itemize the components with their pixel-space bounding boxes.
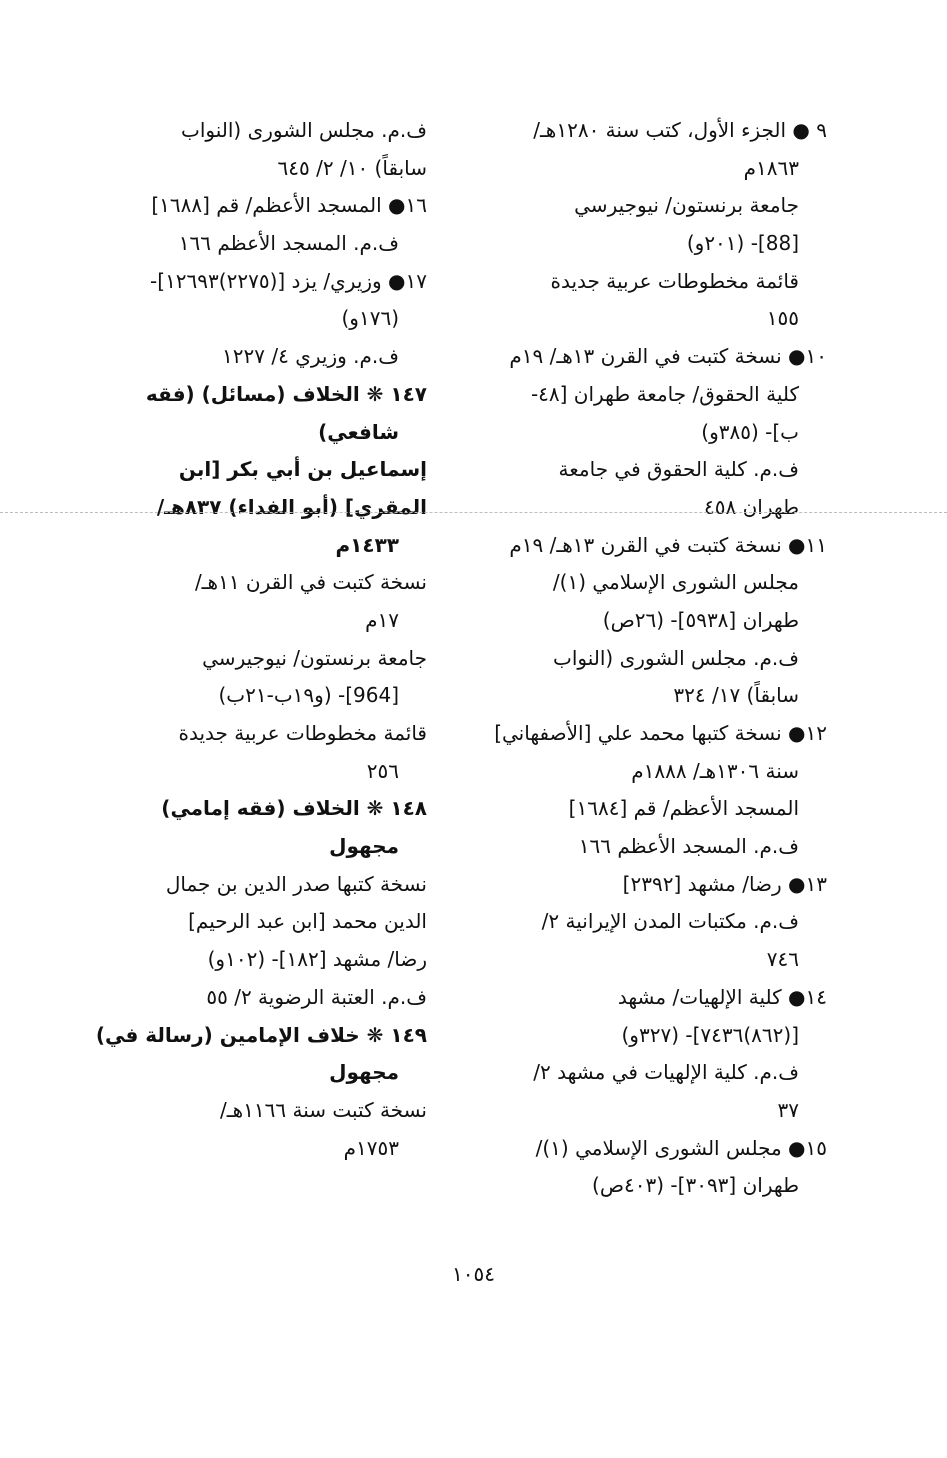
left-column-line: ١٤٣٣م xyxy=(335,532,399,557)
right-column-line: جامعة برنستون/ نيوجيرسي xyxy=(574,193,799,218)
left-column-line: ١٤٧ ❋ الخلاف (مسائل) (فقه xyxy=(145,381,427,406)
left-column-line: إسماعيل بن أبي بكر [ابن xyxy=(178,457,427,482)
left-column-line: ١٤٩ ❋ خلاف الإمامين (رسالة في) xyxy=(95,1022,427,1047)
right-column-line: ف.م. المسجد الأعظم ١٦٦ xyxy=(578,834,799,859)
left-column-line: الدين محمد [ابن عبد الرحيم] xyxy=(188,909,427,934)
left-column-line: ف.م. وزيري ٤/ ١٢٢٧ xyxy=(222,344,399,369)
right-column-line: طهران [٣٠٩٣]- (٤٠٣ص) xyxy=(592,1173,799,1198)
right-column-line: ب]- (٣٨٥و) xyxy=(701,419,799,444)
left-column-line: ف.م. مجلس الشورى (النواب xyxy=(181,118,427,142)
right-column-line: قائمة مخطوطات عربية جديدة xyxy=(550,268,799,293)
right-column-line: المسجد الأعظم/ قم [١٦٨٤] xyxy=(568,796,799,821)
left-column-line: مجهول xyxy=(329,834,399,859)
right-column xyxy=(494,112,827,1205)
left-column-line: ١٧٥٣م xyxy=(343,1135,399,1160)
right-column-line: طهران ٤٥٨ xyxy=(703,494,799,519)
right-column-line: ٣٧ xyxy=(777,1097,799,1122)
left-column-line: شافعي) xyxy=(318,419,399,444)
right-column-line: ١٣● رضا/ مشهد [٢٣٩٢] xyxy=(622,871,827,896)
left-column-line: رضا/ مشهد [١٨٢]- (١٠٢و) xyxy=(207,947,427,972)
left-column-line: ١٧● وزيري/ يزد [(٢٢٧٥)١٢٦٩٣]- xyxy=(150,268,427,293)
right-column-line: ١٥● مجلس الشورى الإسلامي (١)/ xyxy=(535,1135,827,1160)
right-column-line: ف.م. كلية الإلهيات في مشهد ٢/ xyxy=(533,1060,799,1085)
right-column-line: ١٤● كلية الإلهيات/ مشهد xyxy=(617,984,827,1009)
right-column-line: [(٨٦٢)٧٤٣٦]- (٣٢٧و) xyxy=(621,1022,799,1047)
right-column-line: ١٠● نسخة كتبت في القرن ١٣هـ/ ١٩م xyxy=(509,344,827,369)
left-column-line: ف.م. العتبة الرضوية ٢/ ٥٥ xyxy=(206,984,427,1009)
left-column-line: مجهول xyxy=(329,1060,399,1085)
right-column-line: ف.م. مجلس الشورى (النواب xyxy=(553,645,799,670)
left-column-line: (١٧٦و) xyxy=(341,306,399,331)
right-column-line: طهران [٥٩٣٨]- (٢٦ص) xyxy=(602,607,799,632)
right-column-line: ١٥٥ xyxy=(766,306,799,331)
left-column-line: نسخة كتبت في القرن ١١هـ/ xyxy=(194,570,427,595)
right-column-line: ٧٤٦ xyxy=(766,947,799,972)
left-column-line: قائمة مخطوطات عربية جديدة xyxy=(178,721,427,745)
scan-fold-line xyxy=(0,512,947,513)
left-column-line: جامعة برنستون/ نيوجيرسي xyxy=(202,645,427,670)
right-column-line: ١٢● نسخة كتبها محمد علي [الأصفهاني] xyxy=(494,721,827,745)
right-column-line: سنة ١٣٠٦هـ/ ١٨٨٨م xyxy=(631,758,799,783)
right-column-line: ٩ ● الجزء الأول، كتب سنة ١٢٨٠هـ/ xyxy=(533,118,827,142)
right-column-line: كلية الحقوق/ جامعة طهران [٤٨- xyxy=(530,381,799,406)
left-column-line: ف.م. المسجد الأعظم ١٦٦ xyxy=(178,231,399,256)
left-column-line: ١٤٨ ❋ الخلاف (فقه إمامي) xyxy=(161,796,427,821)
right-column-line: ١١● نسخة كتبت في القرن ١٣هـ/ ١٩م xyxy=(509,532,827,557)
left-column-line: ١٦● المسجد الأعظم/ قم [١٦٨٨] xyxy=(151,193,427,218)
left-column-line: سابقاً) ١٠/ ٢/ ٦٤٥ xyxy=(277,155,427,180)
left-column-line: ٢٥٦ xyxy=(366,758,399,783)
left-column-line: [964]- (و١٩ب-٢١ب) xyxy=(218,683,399,708)
right-column-line: ف.م. مكتبات المدن الإيرانية ٢/ xyxy=(541,909,799,934)
right-column-line: ١٨٦٣م xyxy=(743,155,799,180)
right-column-line: [88]- (٢٠١و) xyxy=(686,231,799,256)
left-column xyxy=(97,112,427,1167)
left-column-line: نسخة كتبها صدر الدين بن جمال xyxy=(165,871,427,896)
right-column-line: مجلس الشورى الإسلامي (١)/ xyxy=(552,570,799,595)
right-column-line: سابقاً) ١٧/ ٣٢٤ xyxy=(673,683,799,708)
right-column-line: ف.م. كلية الحقوق في جامعة xyxy=(558,457,799,482)
page-number: ١٠٥٤ xyxy=(452,1262,495,1286)
left-column-line: نسخة كتبت سنة ١١٦٦هـ/ xyxy=(220,1097,427,1122)
left-column-line: المقري] (أبو الفداء) ٨٣٧هـ/ xyxy=(156,494,427,519)
left-column-line: ١٧م xyxy=(365,607,399,632)
